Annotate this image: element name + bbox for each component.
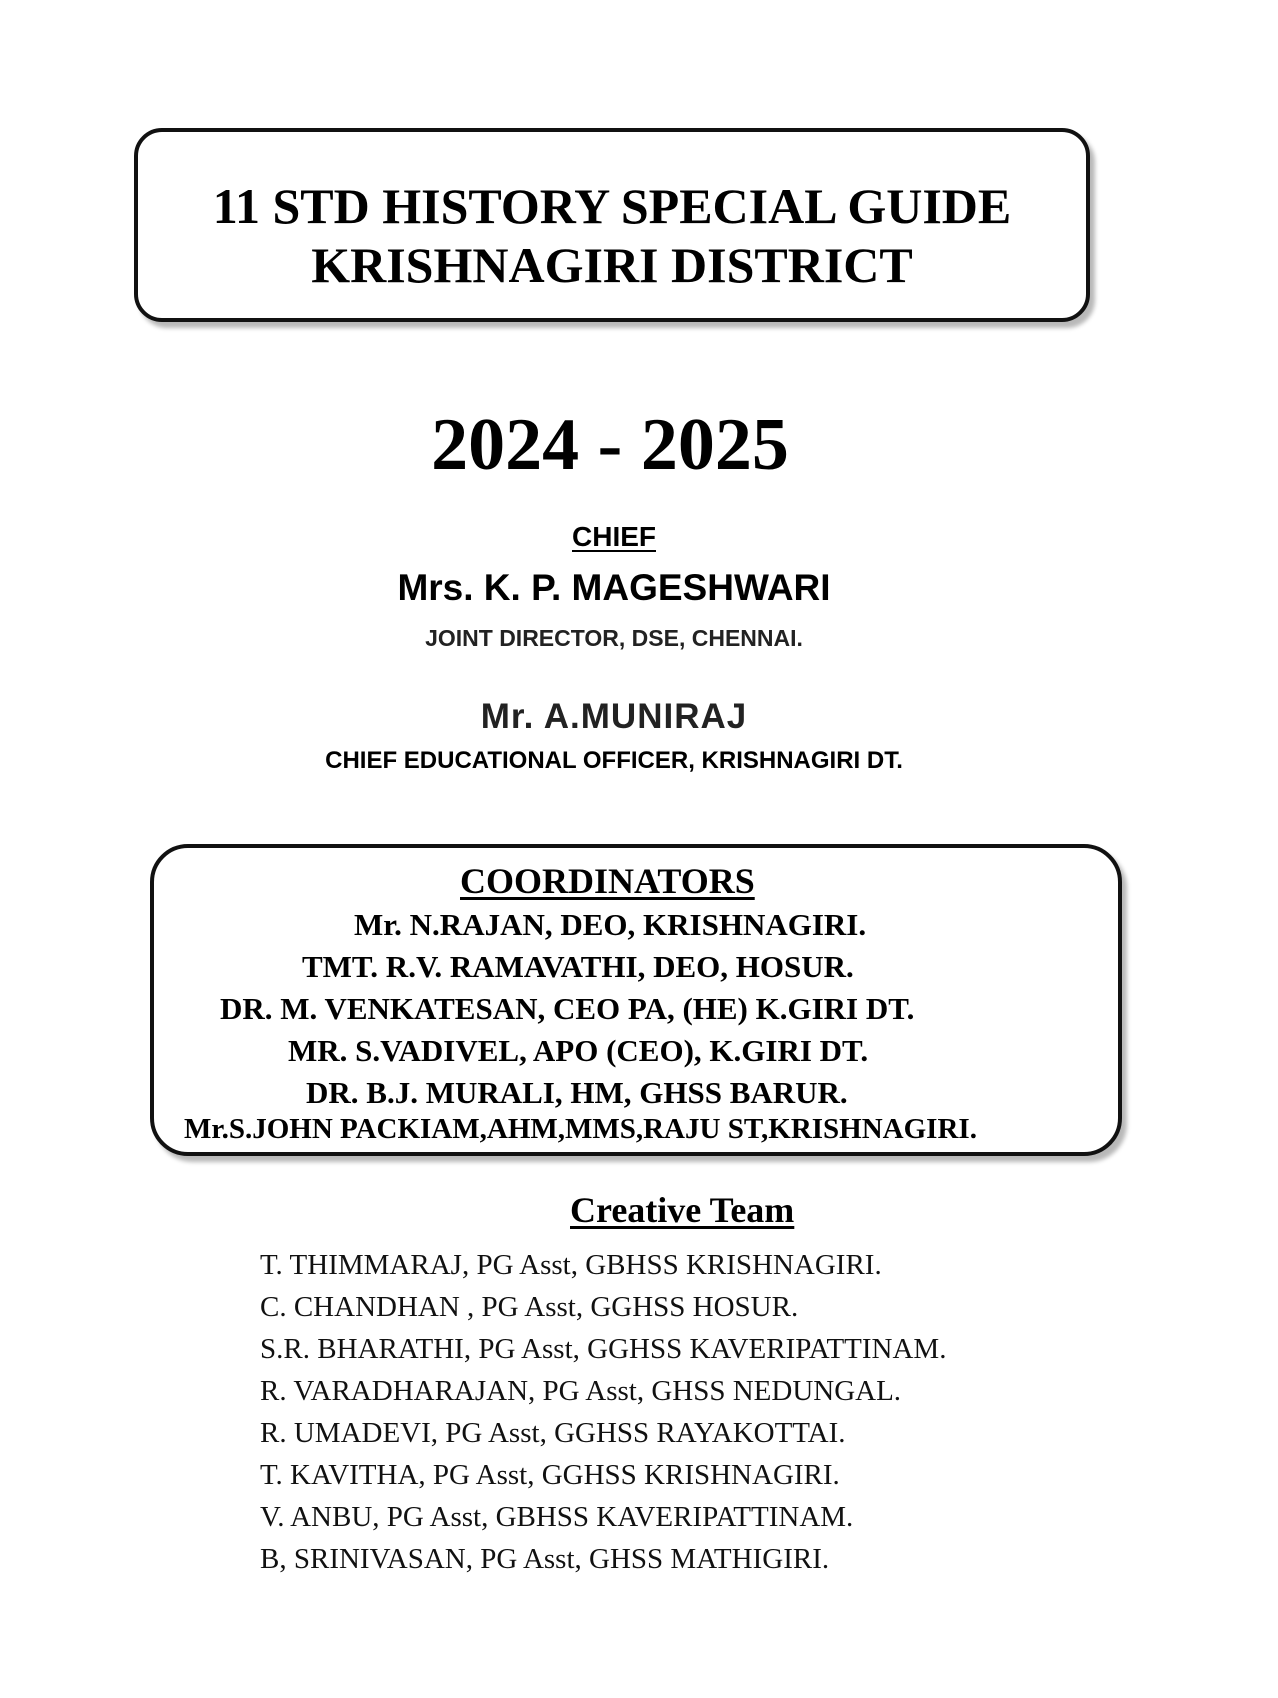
team-member: C. CHANDHAN , PG Asst, GGHSS HOSUR. (260, 1291, 799, 1323)
chief-name: Mrs. K. P. MAGESHWARI (397, 567, 831, 608)
coordinators-box (150, 844, 1122, 1156)
district-title: KRISHNAGIRI DISTRICT (311, 237, 913, 293)
coordinator-item: Mr. N.RAJAN, DEO, KRISHNAGIRI. (354, 907, 867, 942)
team-member: T. KAVITHA, PG Asst, GGHSS KRISHNAGIRI. (260, 1459, 840, 1491)
coordinator-item: Mr.S.JOHN PACKIAM,AHM,MMS,RAJU ST,KRISHNAGIRI. (184, 1113, 977, 1145)
coordinator-item: TMT. R.V. RAMAVATHI, DEO, HOSUR. (302, 949, 854, 984)
academic-year: 2024 - 2025 (431, 404, 789, 486)
team-member: B, SRINIVASAN, PG Asst, GHSS MATHIGIRI. (260, 1543, 830, 1575)
coordinator-item: MR. S.VADIVEL, APO (CEO), K.GIRI DT. (288, 1033, 869, 1068)
creative-team-title: Creative Team (570, 1190, 795, 1230)
team-member: V. ANBU, PG Asst, GBHSS KAVERIPATTINAM. (260, 1501, 854, 1533)
ceo-role: CHIEF EDUCATIONAL OFFICER, KRISHNAGIRI DT. (325, 747, 903, 774)
team-member: T. THIMMARAJ, PG Asst, GBHSS KRISHNAGIRI. (260, 1249, 882, 1281)
team-member: R. UMADEVI, PG Asst, GGHSS RAYAKOTTAI. (260, 1417, 846, 1449)
coordinator-item: DR. B.J. MURALI, HM, GHSS BARUR. (306, 1075, 848, 1110)
team-member: S.R. BHARATHI, PG Asst, GGHSS KAVERIPATTINAM. (260, 1333, 947, 1365)
ceo-name: Mr. A.MUNIRAJ (480, 697, 748, 736)
coordinator-item: DR. M. VENKATESAN, CEO PA, (HE) K.GIRI DT. (220, 991, 915, 1026)
guide-title: 11 STD HISTORY SPECIAL GUIDE (212, 178, 1012, 234)
chief-label: CHIEF (572, 521, 656, 552)
team-member: R. VARADHARAJAN, PG Asst, GHSS NEDUNGAL. (260, 1375, 902, 1407)
coordinators-title: COORDINATORS (460, 861, 755, 901)
chief-role: JOINT DIRECTOR, DSE, CHENNAI. (425, 625, 803, 651)
title-box (134, 128, 1090, 322)
creative-team-list (260, 1244, 946, 1580)
